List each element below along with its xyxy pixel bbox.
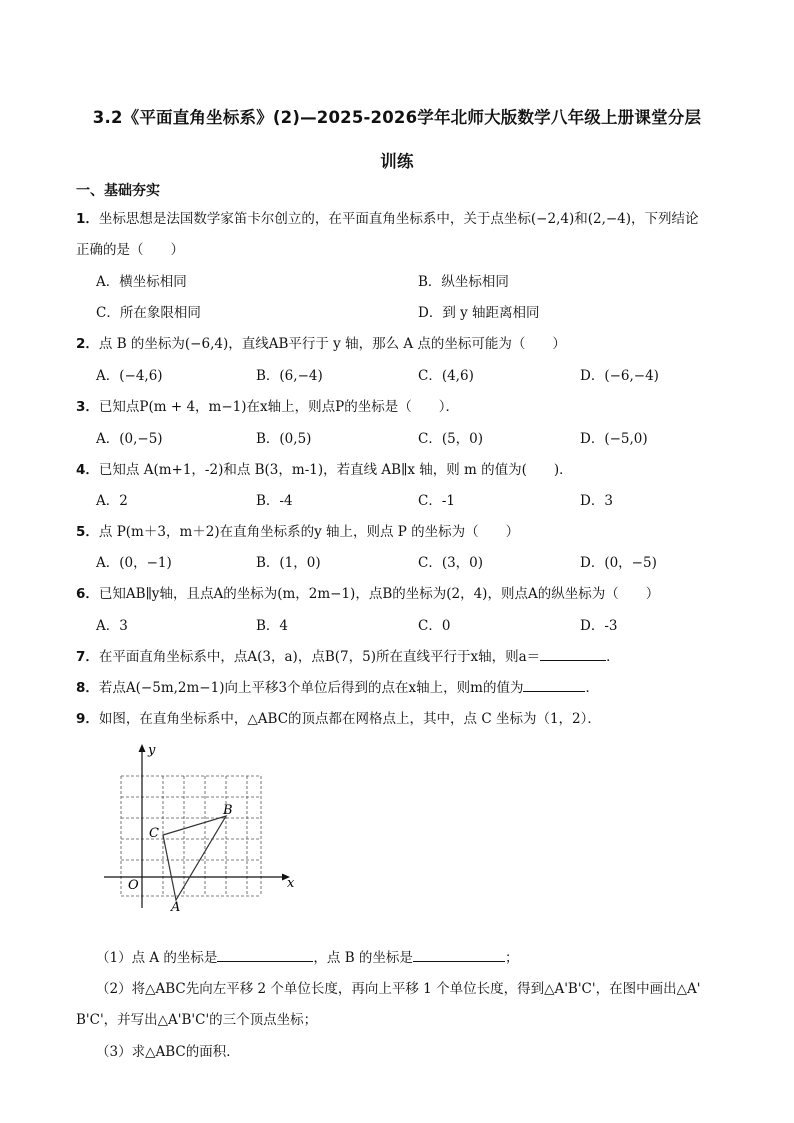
question-3 (76, 395, 459, 415)
question-stem: 在平面直角坐标系中，点A(3，a)，点B(7，5)所在直线平行于x轴，则a＝ (98, 649, 541, 665)
question-stem: 若点A(−5m,2m−1)向上平移3个单位后得到的点在x轴上，则m的值为 (98, 680, 524, 696)
question-number: 5． (76, 524, 99, 540)
q1-option-c: C．所在象限相同 (96, 305, 201, 321)
q1-option-d: D．到 y 轴距离相同 (418, 305, 540, 321)
q5-option-d: D．(0，−5) (580, 555, 657, 571)
question-9-part-2-continuation: B'C'，并写出△A'B'C'的三个顶点坐标； (76, 1012, 318, 1028)
question-number: 9． (76, 711, 99, 727)
q2-option-b: B．(6,−4) (256, 368, 323, 384)
question-1-stem-continuation: 正确的是（ ） (76, 242, 184, 258)
question-number: 1． (76, 211, 99, 227)
sub-question-text: ，点 B 的坐标是 (313, 950, 413, 966)
q1-option-b: B．纵坐标相同 (418, 274, 509, 290)
q5-option-c: C．(3，0) (418, 555, 484, 571)
question-number: 3． (76, 399, 99, 415)
question-number: 7． (76, 649, 99, 665)
point-a-label: A (171, 900, 181, 915)
answer-blank[interactable] (523, 679, 585, 692)
question-4 (76, 458, 573, 478)
question-stem: 已知点 A(m+1，-2)和点 B(3，m-1)，若直线 AB∥x 轴，则 m 的值为( )． (98, 462, 573, 478)
question-9-part-3: （3）求△ABC的面积． (96, 1044, 240, 1060)
q6-option-d: D．-3 (580, 618, 618, 634)
q2-option-c: C．(4,6) (418, 368, 474, 384)
worksheet-title: 3.2《平面直角坐标系》(2)—2025-2026学年北师大版数学八年级上册课堂分层 (92, 108, 702, 127)
q5-option-a: A．(0，−1) (96, 555, 172, 571)
sub-question-text: ； (504, 950, 519, 966)
question-number: 8． (76, 680, 99, 696)
question-7 (76, 645, 620, 665)
q6-option-b: B．4 (256, 618, 289, 634)
q2-option-a: A．(−4,6) (96, 368, 163, 384)
triangle-abc (163, 816, 226, 900)
y-axis-arrow-icon (139, 744, 146, 752)
question-9-part-1 (96, 946, 518, 966)
q5-option-b: B．(1，0) (256, 555, 321, 571)
q1-option-a: A．横坐标相同 (96, 274, 187, 290)
question-2 (76, 332, 566, 352)
question-9 (76, 707, 601, 727)
q3-option-b: B．(0,5) (256, 431, 312, 447)
answer-blank-point-a[interactable] (217, 949, 313, 962)
q2-option-d: D．(−6,−4) (580, 368, 659, 384)
question-stem-tail: ． (585, 680, 599, 696)
sub-question-text: （1）点 A 的坐标是 (96, 950, 218, 966)
q4-option-b: B．-4 (256, 493, 293, 509)
question-number: 4． (76, 462, 99, 478)
worksheet-title-continuation: 训练 (380, 152, 414, 171)
q4-option-d: D．3 (580, 493, 613, 509)
question-stem: 点 B 的坐标为(−6,4)，直线AB平行于 y 轴，那么 A 点的坐标可能为（ ） (98, 336, 566, 352)
point-b-label: B (223, 803, 233, 818)
question-stem: 已知AB∥y轴，且点A的坐标为(m，2m−1)，点B的坐标为(2，4)，则点A的纵坐标为（ ） (98, 586, 660, 602)
q6-option-a: A．3 (96, 618, 128, 634)
question-stem: 如图，在直角坐标系中，△ABC的顶点都在网格点上，其中，点 C 坐标为（1，2）． (98, 711, 601, 727)
q3-option-c: C．(5，0) (418, 431, 484, 447)
answer-blank[interactable] (540, 648, 606, 661)
q3-option-d: D．(−5,0) (580, 431, 648, 447)
question-stem: 点 P(m＋3，m＋2)在直角坐标系的y 轴上，则点 P 的坐标为（ ） (98, 524, 520, 540)
question-number: 6． (76, 586, 99, 602)
question-9-part-2: （2）将△ABC先向左平移 2 个单位长度，再向上平移 1 个单位长度，得到△A'B'C'，在图中画出△A' (96, 981, 701, 997)
question-1 (76, 207, 699, 227)
question-stem: 坐标思想是法国数学家笛卡尔创立的，在平面直角坐标系中，关于点坐标(−2,4)和(2,−4)，下列结论 (98, 211, 699, 227)
question-8 (76, 676, 599, 696)
section-heading: 一、基础夯实 (76, 183, 160, 199)
point-c-label: C (149, 826, 159, 841)
question-stem-tail: ． (606, 649, 620, 665)
question-number: 2． (76, 336, 99, 352)
answer-blank-point-b[interactable] (413, 949, 505, 962)
question-5 (76, 520, 519, 540)
y-axis-label: y (148, 743, 156, 758)
q6-option-c: C．0 (418, 618, 451, 634)
x-axis-label: x (287, 876, 295, 891)
q4-option-c: C．-1 (418, 493, 455, 509)
coordinate-grid-figure (90, 738, 310, 918)
origin-label: O (128, 878, 139, 893)
q4-option-a: A．2 (96, 493, 128, 509)
question-6 (76, 582, 659, 602)
question-stem: 已知点P(m + 4，m−1)在x轴上，则点P的坐标是（ ）． (98, 399, 459, 415)
q3-option-a: A．(0,−5) (96, 431, 163, 447)
